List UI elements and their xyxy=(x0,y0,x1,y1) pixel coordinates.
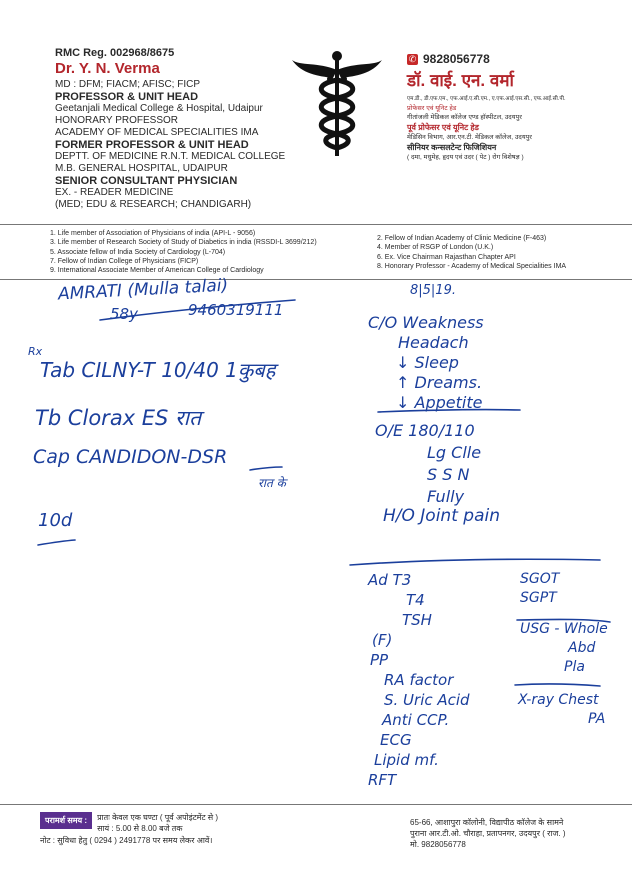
rx-symbol: Rx xyxy=(28,345,43,358)
appointment-note: नोट : सुविधा हेतु ( 0294 ) 2491778 पर समय लेकर आवें। xyxy=(40,836,213,845)
advice-item: S. Uric Acid xyxy=(384,691,470,709)
registration-number: RMC Reg. 002968/8675 xyxy=(55,47,175,59)
advice-item: Ad T3 xyxy=(368,571,412,589)
complaint-item: ↓ Appetite xyxy=(396,393,483,412)
designation-1: PROFESSOR & UNIT HEAD xyxy=(55,91,199,103)
patient-phone: 9460319111 xyxy=(188,301,284,319)
advice-item: SGOT xyxy=(520,571,560,587)
affiliation-6: EX. - READER MEDICINE xyxy=(55,187,174,198)
designation-hindi-3: सीनियर कन्सलटेन्ट फिजिशियन xyxy=(407,143,497,152)
patient-name: AMRATI (Mulla talai) xyxy=(57,275,229,305)
advice-item: SGPT xyxy=(520,590,557,606)
patient-age: 58y xyxy=(110,305,138,323)
advice-item: USG - Whole xyxy=(520,621,608,637)
affiliation-5: M.B. GENERAL HOSPITAL, UDAIPUR xyxy=(55,163,228,174)
timing-evening: सायं : 5.00 से 8.00 बजे तक xyxy=(97,824,183,833)
visit-date: 8|5|19. xyxy=(410,283,456,298)
advice-item: RA factor xyxy=(384,671,454,689)
degrees-hindi: एम.डी., डी.एफ.एम., एफ.आई.ए.सी.एम., ए.एफ.आई.एस.सी., एफ.आई.सी.पी. xyxy=(407,96,566,102)
complaint-item: ↑ Dreams. xyxy=(396,373,483,392)
exam-item: O/E 180/110 xyxy=(375,421,475,440)
membership-item: 7. Fellow of Indian College of Physicians (FICP) xyxy=(50,257,199,265)
advice-item: PA xyxy=(588,711,606,727)
designation-hindi-1: प्रोफेसर एवं यूनिट हेड xyxy=(407,105,457,112)
affiliation-3: ACADEMY OF MEDICAL SPECIALITIES IMA xyxy=(55,127,259,138)
advice-item: X-ray Chest xyxy=(518,692,599,708)
footer-divider xyxy=(0,804,632,805)
duration: 10d xyxy=(38,510,73,531)
affiliation-hindi-1: गीतांजली मेडिकल कॉलेज एण्ड हॉस्पीटल, उदयपुर xyxy=(407,114,522,121)
membership-item: 8. Honorary Professor - Academy of Medical Specialities IMA xyxy=(377,262,567,270)
exam-item: Fully xyxy=(427,487,465,506)
address-line-1: 65-66, आशापुरा कॉलोनी, विद्यापीठ कॉलेज के सामने xyxy=(410,818,564,827)
address-line-2: पुराना आर.टी.ओ. चौराहा, प्रतापनगर, उदयपुर ( राज. ) xyxy=(410,829,566,838)
medicine-3: Cap CANDIDON-DSR xyxy=(33,446,228,468)
advice-item: (F) xyxy=(372,631,393,649)
specialty-hindi: ( दमा, मधुमेह, हृदय एवं उदर ( पेट ) रोग विशेषज्ञ ) xyxy=(407,154,524,161)
complaint-item: Headach xyxy=(398,333,469,352)
address-mobile: मो. 9828056778 xyxy=(410,840,466,849)
membership-item: 3. Life member of Research Society of Study of Diabetics in india (RSSDI-L 3699/212) xyxy=(50,239,317,247)
advice-item: ECG xyxy=(380,731,412,749)
doctor-name: Dr. Y. N. Verma xyxy=(55,60,160,77)
advice-item: Abd xyxy=(568,640,596,656)
membership-item: 6. Ex. Vice Chairman Rajasthan Chapter API xyxy=(377,253,516,261)
exam-item: Lg Clle xyxy=(427,443,482,462)
history: H/O Joint pain xyxy=(383,506,500,526)
phone-icon: ✆ xyxy=(408,53,417,64)
affiliation-7: (MED; EDU & RESEARCH; CHANDIGARH) xyxy=(55,199,252,210)
designation-hindi-2: पूर्व प्रोफेसर एवं यूनिट हेड xyxy=(407,123,479,132)
medicine-2: Tb Clorax ES रात xyxy=(35,406,202,430)
timing-morning: प्रातः केवल एक घण्टा ( पूर्व अपोइंटमेंट से ) xyxy=(97,813,219,822)
affiliation-2: HONORARY PROFESSOR xyxy=(55,115,178,126)
footer-left xyxy=(40,812,218,846)
advice-item: Anti CCP. xyxy=(382,711,450,729)
membership-item: 5. Associate fellow of India Society of Cardiology (L-704) xyxy=(50,248,226,256)
consultation-badge: परामर्श समय : xyxy=(40,812,92,829)
membership-item: 9. International Associate Member of American College of Cardiology xyxy=(50,267,264,275)
complaint-item: C/O Weakness xyxy=(368,313,484,332)
membership-item: 4. Member of RSGP of London (U.K.) xyxy=(377,244,494,252)
affiliation-1: Geetanjali Medical College & Hospital, Udaipur xyxy=(55,103,263,114)
medicine-1: Tab CILNY-T 10/40 1कुबह xyxy=(40,358,276,382)
designation-3: SENIOR CONSULTANT PHYSICIAN xyxy=(55,175,238,187)
advice-item: PP xyxy=(370,651,389,669)
complaint-item: ↓ Sleep xyxy=(396,353,459,372)
doctor-degrees: MD : DFM; FIACM; AFISC; FICP xyxy=(55,79,200,90)
affiliation-hindi-2: मेडिसिन विभाग, आर.एन.टी. मेडिकल कॉलेज, उदयपुर xyxy=(407,134,532,141)
membership-item: 1. Life member of Association of Physicians of india (API-L - 9056) xyxy=(50,230,256,237)
header-phone: 9828056778 xyxy=(423,52,490,66)
medicine-3-note: रात के xyxy=(258,476,286,490)
designation-2: FORMER PROFESSOR & UNIT HEAD xyxy=(55,139,249,151)
advice-item: RFT xyxy=(368,771,397,789)
affiliation-4: DEPTT. OF MEDICINE R.N.T. MEDICAL COLLEGE xyxy=(55,151,286,162)
advice-item: Pla xyxy=(564,659,585,675)
exam-item: S S N xyxy=(427,465,470,484)
membership-item: 2. Fellow of Indian Academy of Clinic Medicine (F-463) xyxy=(377,235,547,242)
footer-right xyxy=(410,817,566,850)
advice-item: T4 xyxy=(406,591,425,609)
advice-item: Lipid mf. xyxy=(374,751,439,769)
advice-item: TSH xyxy=(402,611,432,629)
doctor-name-hindi: डॉ. वाई. एन. वर्मा xyxy=(407,71,514,90)
